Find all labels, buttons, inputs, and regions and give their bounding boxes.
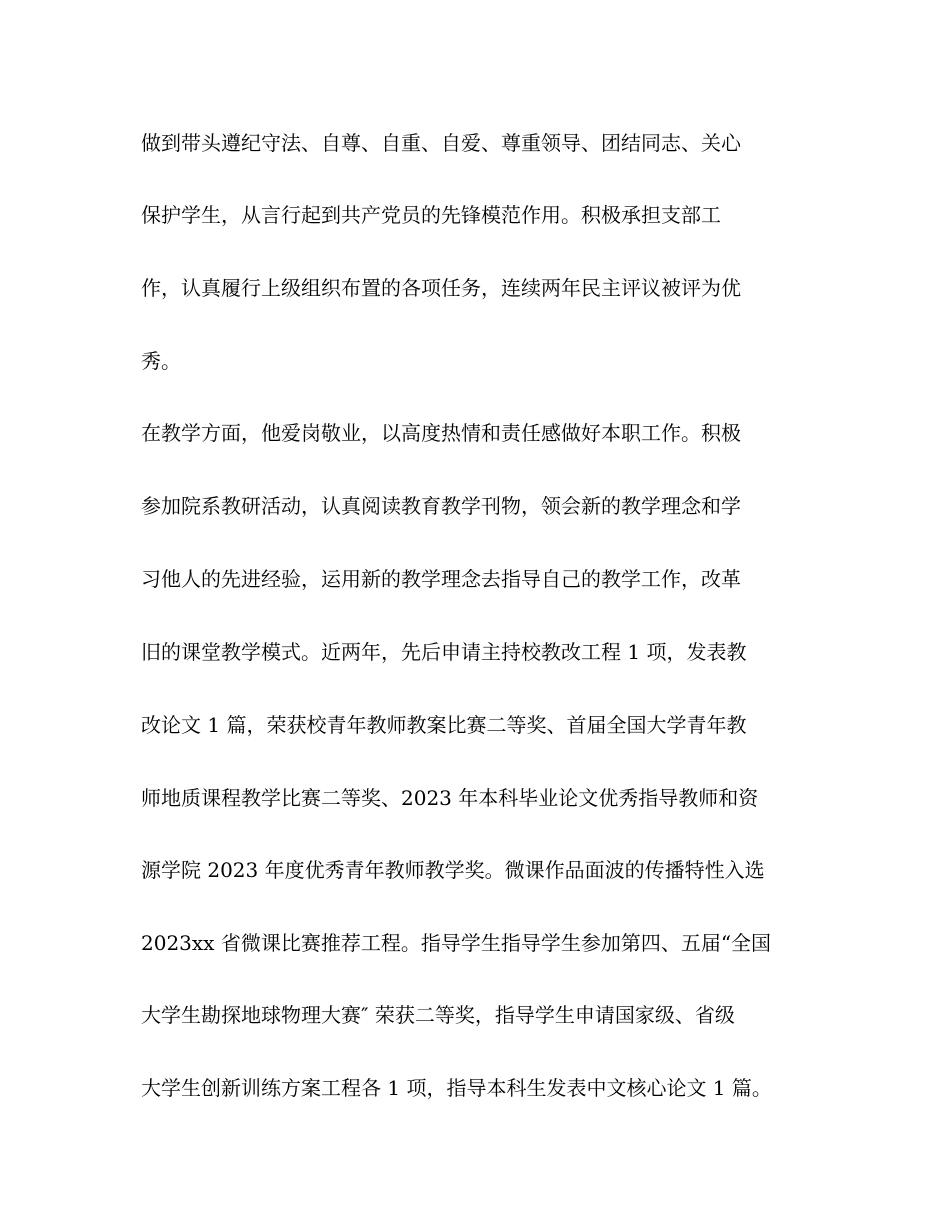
paragraph-line-14: 大学生创新训练方案工程各 1 项，指导本科生发表中文核心论文 1 篇。 <box>141 1076 772 1100</box>
paragraph-line-2: 保护学生，从言行起到共产党员的先锋模范作用。积极承担支部工 <box>141 203 721 227</box>
paragraph-line-4: 秀。 <box>141 349 181 373</box>
paragraph-line-13: 大学生勘探地球物理大赛″ 荣获二等奖，指导学生申请国家级、省级 <box>141 1003 735 1027</box>
paragraph-line-1: 做到带头遵纪守法、自尊、自重、自爱、尊重领导、团结同志、关心 <box>141 131 741 155</box>
paragraph-line-9: 改论文 1 篇，荣获校青年教师教案比赛二等奖、首届全国大学青年教 <box>141 713 747 737</box>
paragraph-line-11: 源学院 2023 年度优秀青年教师教学奖。微课作品面波的传播特性入选 <box>141 858 765 882</box>
paragraph-line-7: 习他人的先进经验，运用新的教学理念去指导自己的教学工作，改革 <box>141 567 741 591</box>
paragraph-line-5: 在教学方面，他爱岗敬业，以高度热情和责任感做好本职工作。积极 <box>141 421 741 445</box>
paragraph-line-12: 2023xx 省微课比赛推荐工程。指导学生指导学生参加第四、五届“全国 <box>141 931 772 955</box>
paragraph-line-3: 作，认真履行上级组织布置的各项任务，连续两年民主评议被评为优 <box>141 276 741 300</box>
paragraph-line-10: 师地质课程教学比赛二等奖、2023 年本科毕业论文优秀指导教师和资 <box>141 786 759 810</box>
paragraph-line-8: 旧的课堂教学模式。近两年，先后申请主持校教改工程 1 项，发表教 <box>141 640 747 664</box>
paragraph-line-6: 参加院系教研活动，认真阅读教育教学刊物，领会新的教学理念和学 <box>141 494 741 518</box>
